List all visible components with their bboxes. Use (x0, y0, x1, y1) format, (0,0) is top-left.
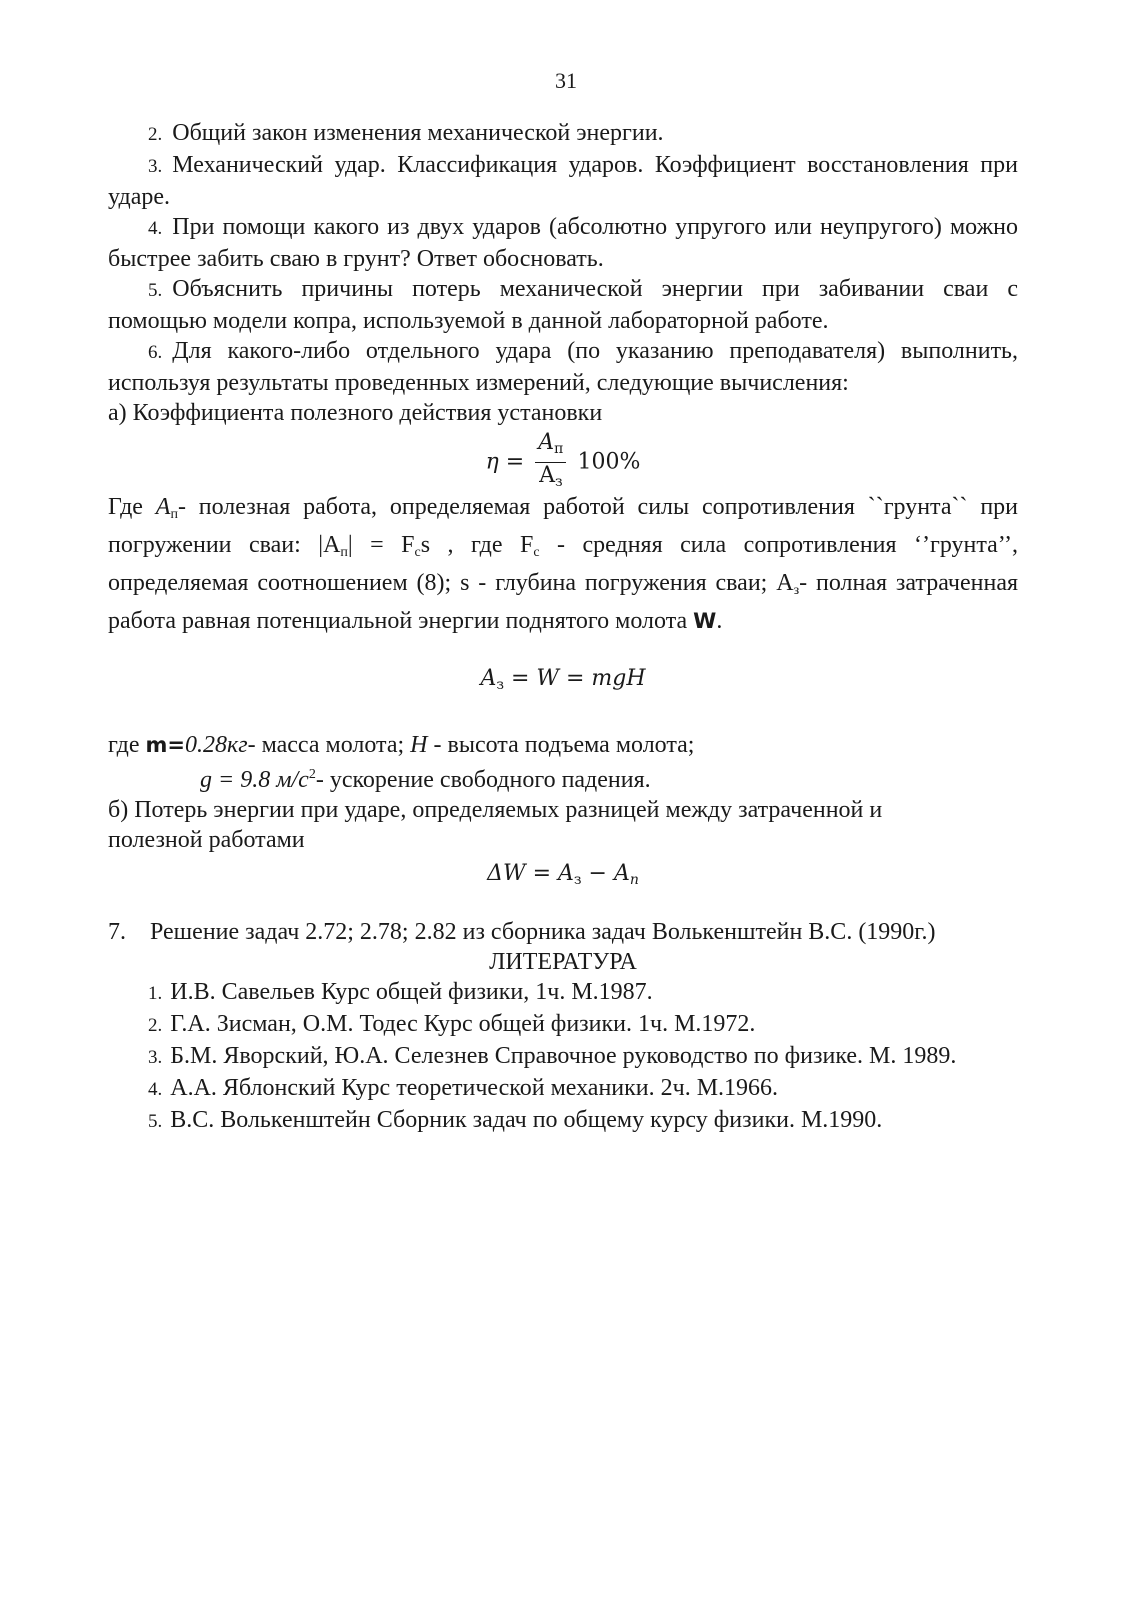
item-number: 3. (148, 1047, 163, 1068)
text-run: - полная затраченная работа равная потенциальной энергии поднятого молота (108, 570, 1019, 634)
question-text: Для какого-либо отдельного удара (по указанию преподавателя) выполнить, используя результаты проведенных измерений, следующие вычисления: (108, 338, 1018, 396)
question-6 (108, 336, 1018, 398)
text-run: - ускорение свободного падения. (315, 767, 651, 793)
text-run: где (108, 732, 146, 758)
math-sub: n (629, 872, 639, 888)
energy-loss-formula (108, 859, 1018, 895)
math-run: ΔW = A (487, 861, 574, 886)
math-var-bold: m= (145, 733, 185, 757)
math-run: − A (581, 861, 630, 886)
text-run: , где (430, 532, 520, 558)
mass-line (108, 730, 1018, 760)
item-number: 2. (148, 1015, 163, 1036)
gravity-value: = 9.8 м/с (212, 767, 309, 793)
question-text: Объяснить причины потерь механической энергии при забивании сваи с помощью модели копра, используемой в данной лабораторной работе. (108, 276, 1018, 334)
text-run: - глубина погружения сваи; (469, 570, 777, 596)
math-var: g (200, 767, 212, 793)
item-text: А.А. Яблонский Курс теоретической механики. 2ч. М.1966. (170, 1075, 779, 1101)
page-number: 31 (555, 68, 577, 93)
question-3 (108, 150, 1018, 212)
text-run: . (716, 608, 723, 634)
formula-fraction (535, 430, 566, 495)
math-var: F (520, 532, 534, 558)
item-text: Г.А. Зисман, О.М. Тодес Курс общей физики. 1ч. М.1972. (170, 1011, 756, 1037)
question-7 (108, 917, 1018, 947)
formula-tail: 100% (577, 449, 641, 475)
numerator-subscript: п (554, 441, 564, 457)
literature-item (108, 1105, 1018, 1137)
literature-item (108, 1041, 1018, 1073)
denominator-subscript: з (554, 474, 563, 490)
question-5 (108, 274, 1018, 336)
question-text: Решение задач 2.72; 2.78; 2.82 из сборника задач Волькенштейн В.С. (1990г.) (150, 919, 936, 945)
text-run: - полезная работа, определяемая работой силы сопротивления ``грунта`` при погружении сваи: (108, 494, 1019, 558)
math-sub: п (170, 507, 178, 522)
math-sub: п (340, 545, 348, 560)
item-number: 5. (148, 1111, 163, 1132)
literature-item (108, 1009, 1018, 1041)
math-sub: з (793, 583, 800, 598)
math-sub: с (533, 545, 540, 560)
formula-lhs: η = (485, 449, 525, 475)
efficiency-formula (108, 430, 1018, 494)
fraction-numerator: A (538, 430, 555, 455)
definition-paragraph (108, 492, 1018, 636)
literature-item (108, 977, 1018, 1009)
item-text: Б.М. Яворский, Ю.А. Селезнев Справочное руководство по физике. М. 1989. (170, 1043, 957, 1069)
literature-heading: ЛИТЕРАТУРА (489, 949, 637, 975)
page-content (108, 118, 1018, 1137)
math-var-bold: W (693, 609, 717, 633)
literature-list (108, 977, 1018, 1137)
math-run: |A (318, 532, 341, 558)
question-number: 5. (148, 280, 163, 301)
fraction-denominator: A (539, 463, 555, 488)
math-var: A (155, 494, 171, 520)
question-text: Общий закон изменения механической энергии. (172, 120, 664, 146)
math-sup: 2 (308, 767, 316, 782)
math-run: s (420, 532, 431, 558)
question-text: Механический удар. Классификация ударов. Коэффициент восстановления при ударе. (108, 152, 1018, 210)
work-formula (108, 664, 1018, 700)
mass-value: 0.28кг (185, 732, 248, 758)
item-a-label: а) Коэффициента полезного действия установки (108, 400, 603, 426)
math-var: H (410, 732, 428, 758)
question-number: 6. (148, 342, 163, 363)
question-number: 4. (148, 218, 163, 239)
gravity-line (108, 760, 1018, 795)
item-text: В.С. Волькенштейн Сборник задач по общему курсу физики. М.1990. (170, 1107, 883, 1133)
math-var: A (480, 666, 497, 691)
question-4 (108, 212, 1018, 274)
question-number: 3. (148, 156, 163, 177)
math-sub: з (496, 677, 504, 693)
math-run: = W = mgH (503, 666, 646, 691)
question-number: 7. (108, 919, 126, 945)
item-text: И.В. Савельев Курс общей физики, 1ч. М.1987. (170, 979, 653, 1005)
math-var: s (460, 570, 470, 596)
literature-item (108, 1073, 1018, 1105)
item-number: 4. (148, 1079, 163, 1100)
question-number: 2. (148, 124, 163, 145)
math-run: | = F (347, 532, 415, 558)
text-run: - средняя сила сопротивления ‘’грунта’’, определяемая соотношением (8); (108, 532, 1019, 596)
math-sub: з (573, 872, 582, 888)
text-run: Где (108, 494, 156, 520)
math-var: A (776, 570, 794, 596)
item-number: 1. (148, 983, 163, 1004)
math-sub: с (414, 545, 421, 560)
text-run: - масса молота; (247, 732, 411, 758)
text-run: - высота подъема молота; (427, 732, 695, 758)
item-b-label: б) Потерь энергии при ударе, определяемых разницей между затраченной и полезной работами (108, 797, 883, 853)
question-2 (108, 118, 1018, 150)
question-text: При помощи какого из двух ударов (абсолютно упругого или неупругого) можно быстрее забить сваю в грунт? Ответ обосновать. (108, 214, 1018, 272)
